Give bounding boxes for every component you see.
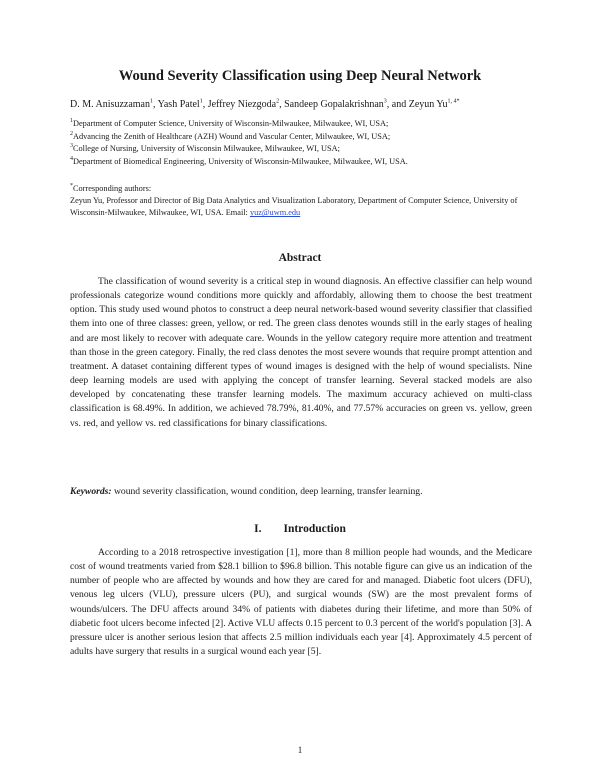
paper-title: Wound Severity Classification using Deep Neural Network — [118, 68, 482, 84]
affiliation: $^2$Advancing the Zenith of Healthcare (AZH) Wound and Vascular Center, Milwaukee, WI, USA; — [70, 130, 391, 141]
affiliation: $^4$Department of Biomedical Engineering, University of Wisconsin-Milwaukee, Milwaukee, WI, USA. — [70, 156, 408, 166]
author: Yash Patel$^1$ — [157, 98, 203, 110]
keywords-label: Keywords: — [70, 486, 112, 497]
page-number: 1 — [297, 745, 303, 755]
author: Jeffrey Niezgoda$^2$ — [207, 98, 280, 110]
keywords — [70, 486, 540, 497]
affiliation: $^1$Department of Computer Science, University of Wisconsin-Milwaukee, Milwaukee, WI, USA; — [70, 118, 389, 128]
author: D. M. Anisuzzaman$^1$ — [70, 98, 153, 110]
abstract-text: The classification of wound severity is a critical step in wound diagnosis. An effective classifier can help wound professionals categorize wound conditions more quickly and affordably, allowing them to choose the best treatment option. This study used wound photos to construct a deep neural network-based wound severity classifier that classified them into one of three classes: green, yellow, or red. The green class denotes wounds still in the early stages of healing and are most likely to recover with adequate care. Wounds in the yellow category require more attention and treatment than those in the green category. Finally, the red class denotes the most severe wounds that require prompt attention and treatment. A dataset containing different types of wound images is designed with the help of wound specialists. Nine deep learning models are used with applying the concept of transfer learning. Several stacked models are also developed by concatenating these transfer learning models. The maximum accuracy achieved on multi-class classification is 68.49%. In addition, we achieved 78.79%, 81.40%, and 77.57% accuracies on green vs. yellow, green vs. red, and yellow vs. red classifications for binary classifications. — [70, 276, 532, 429]
corresponding-details: Zeyun Yu, Professor and Director of Big Data Analytics and Visualization Laboratory, Department of Computer Science, University of Wisconsin-Milwaukee, Milwaukee, WI, USA. Email: yuz@uwm.edu — [70, 196, 518, 218]
section-heading-introduction: I. Introduction — [254, 523, 346, 535]
affiliation-list — [70, 118, 540, 168]
author-list: D. M. Anisuzzaman$^1$, Yash Patel$^1$, Jeffrey Niezgoda$^2$, Sandeep Gopalakrishnan$^3$, and Zeyun $Yu^{1, 4*}$ — [70, 98, 460, 110]
introduction-text: According to a 2018 retrospective investigation [1], more than 8 million people had wounds, and the Medicare cost of wound treatments varied from $28.1 billion to $96.8 billion. This notable figure can give us an indication of the number of people who are affected by wounds and how they are cared for and managed. Diabetic foot ulcers (DFU), venous leg ulcers (VLU), pressure ulcers (PU), and surgical wounds (SW) are the most prevalent forms of wounds/ulcers. The DFU affects around 34% of patients with diabetes during their lifetime, and more than 50% of diabetic foot ulcers become infected [2]. Active VLU affects 0.15 percent to 0.3 percent of the world's population [3]. A pressure ulcer is another serious lesion that affects 2.5 million individuals each year [4]. Approximately 4.5 percent of adults have surgery that results in a surgical wound each year [5]. — [70, 547, 532, 658]
corresponding-author — [70, 183, 532, 220]
keywords-text: wound severity classification, wound condition, deep learning, transfer learning. — [111, 486, 423, 497]
affiliation: $^3$College of Nursing, University of Wisconsin Milwaukee, Milwaukee, WI, USA; — [70, 143, 340, 154]
author: Zeyun $Yu^{1, 4*}$ — [408, 98, 460, 110]
corresponding-label: *Corresponding authors: — [70, 183, 152, 193]
author: Sandeep Gopalakrishnan$^3$ — [284, 98, 387, 110]
email-link[interactable]: yuz@uwm.edu — [249, 208, 301, 218]
abstract-heading: Abstract — [278, 252, 322, 264]
